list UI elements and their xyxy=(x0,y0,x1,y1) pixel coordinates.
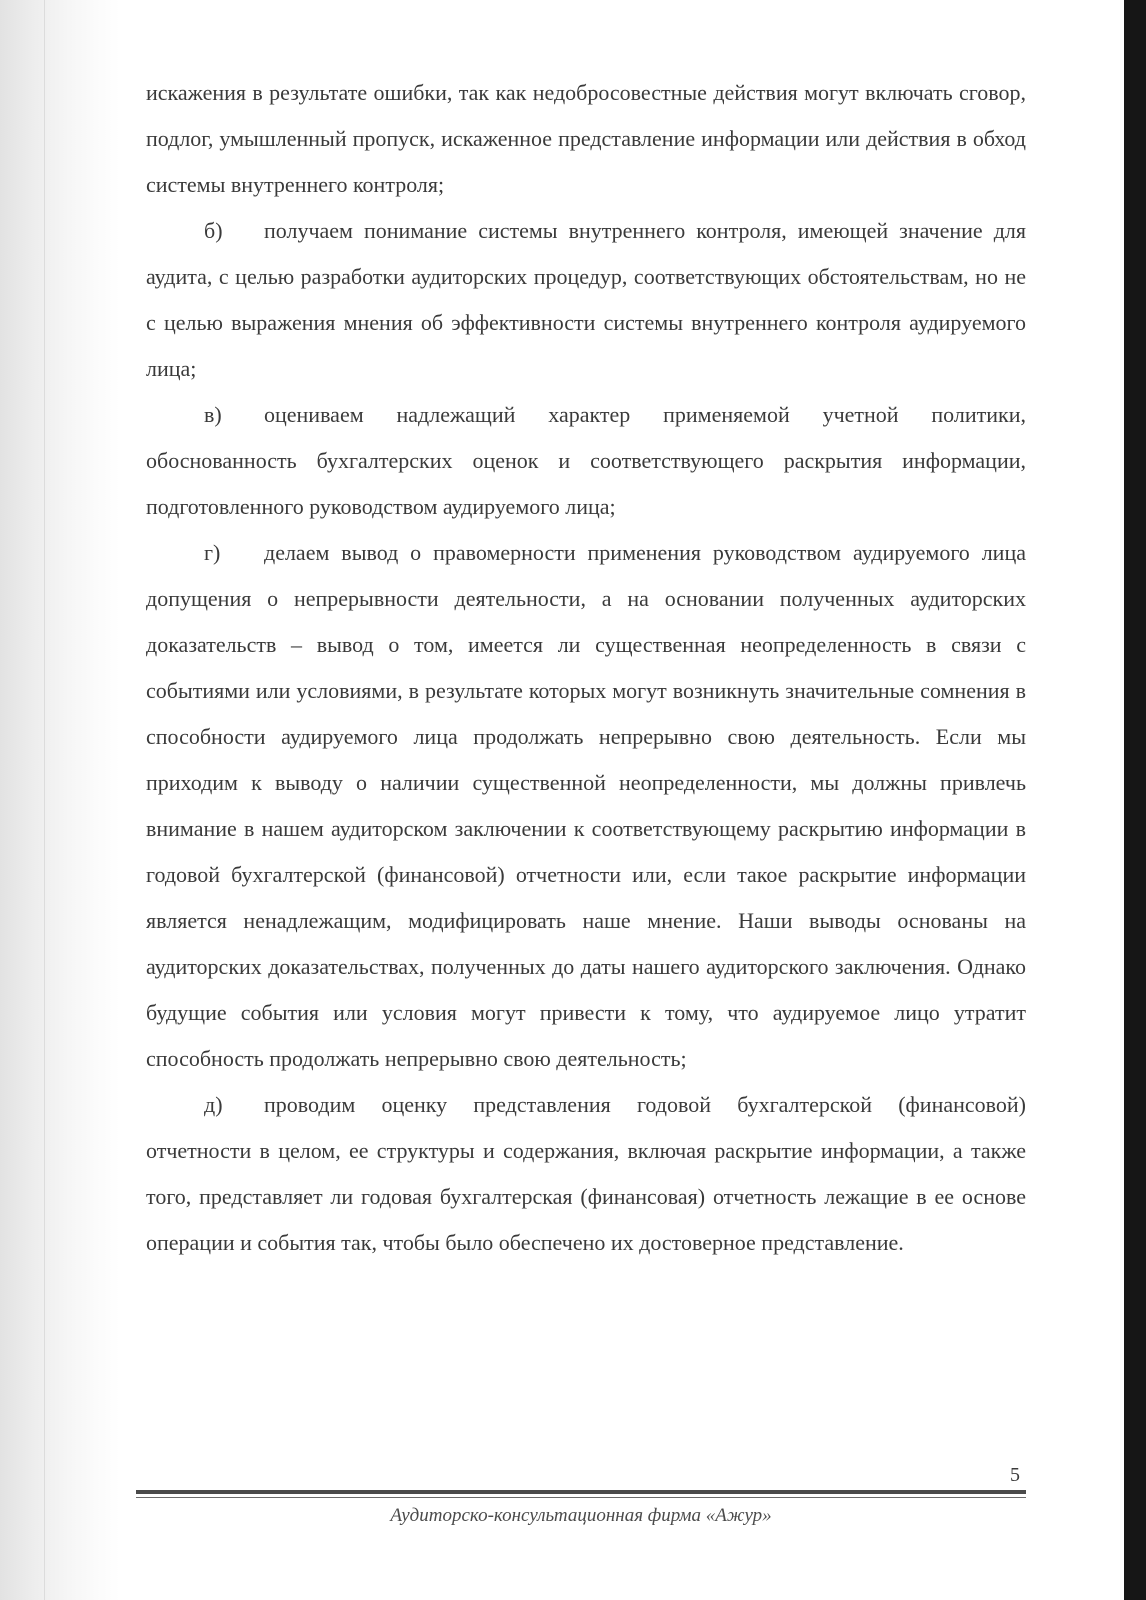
list-marker: д) xyxy=(204,1092,223,1117)
paragraph-text: искажения в результате ошибки, так как недобросовестные действия могут включать сговор, подлог, умышленный пропуск, искаженное представление информации или действия в обход системы внутреннего контроля; xyxy=(146,80,1026,197)
paragraph-continuation xyxy=(146,70,1026,208)
list-item-d xyxy=(146,1082,1026,1266)
list-marker: г) xyxy=(204,540,221,565)
scan-edge-line xyxy=(44,0,45,1600)
list-item-g xyxy=(146,530,1026,1082)
paragraph-text: оцениваем надлежащий характер применяемой учетной политики, обоснованность бухгалтерских оценок и соответствующего раскрытия информации, подготовленного руководством аудируемого лица; xyxy=(146,402,1026,519)
footer-rule xyxy=(136,1490,1026,1494)
paragraph-text: получаем понимание системы внутреннего контроля, имеющей значение для аудита, с целью разработки аудиторских процедур, соответствующих обстоятельствам, но не с целью выражения мнения об эффективности системы внутреннего контроля аудируемого лица; xyxy=(146,218,1026,381)
body-text xyxy=(146,70,1026,1266)
paragraph-text: делаем вывод о правомерности применения руководством аудируемого лица допущения о непрерывности деятельности, а на основании полученных аудиторских доказательств – вывод о том, имеется ли существенная неопределенность в связи с событиями или условиями, в результате которых могут возникнуть значительные сомнения в способности аудируемого лица продолжать непрерывно свою деятельность. Если мы приходим к выводу о наличии существенной неопределенности, мы должны привлечь внимание в нашем аудиторском заключении к соответствующему раскрытию информации в годовой бухгалтерской (финансовой) отчетности или, если такое раскрытие информации является ненадлежащим, модифицировать наше мнение. Наши выводы основаны на аудиторских доказательствах, полученных до даты нашего аудиторского заключения. Однако будущие события или условия могут привести к тому, что аудируемое лицо утратит способность продолжать непрерывно свою деятельность; xyxy=(146,540,1026,1071)
page-number: 5 xyxy=(1010,1464,1020,1486)
list-item-b xyxy=(146,208,1026,392)
list-marker: б) xyxy=(204,218,223,243)
scan-binding-strip xyxy=(1124,0,1146,1600)
paragraph-text: проводим оценку представления годовой бухгалтерской (финансовой) отчетности в целом, ее структуры и содержания, включая раскрытие информации, а также того, представляет ли годовая бухгалтерская (финансовая) отчетность лежащие в ее основе операции и события так, чтобы было обеспечено их достоверное представление. xyxy=(146,1092,1026,1255)
list-item-v xyxy=(146,392,1026,530)
list-marker: в) xyxy=(204,402,222,427)
scan-left-shadow xyxy=(0,0,120,1600)
footer-rule-thin xyxy=(136,1497,1026,1498)
footer-company-name: Аудиторско-консультационная фирма «Ажур» xyxy=(390,1505,772,1526)
